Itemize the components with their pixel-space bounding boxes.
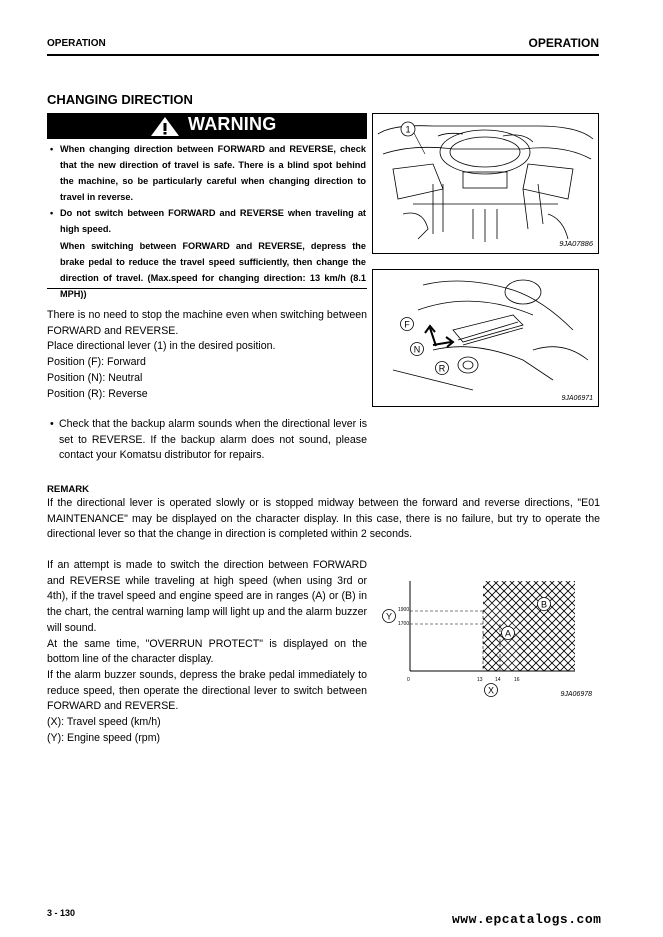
x-tick-16: 16: [514, 677, 520, 683]
y-tick-1900: 1900: [398, 607, 410, 613]
fig1-id: 9JA07886: [559, 239, 593, 248]
warning-bottom-rule: [47, 288, 367, 289]
running-header-left: OPERATION: [47, 38, 106, 49]
alarm-check-text: • Check that the backup alarm sounds when the directional lever is set to REVERSE. If the backup alarm does not sound, please contact your Komatsu distributor for repairs.: [47, 417, 367, 464]
figure-directional-lever: [372, 269, 599, 407]
warning-label: WARNING: [188, 114, 277, 134]
figure-overrun-chart: [380, 563, 597, 701]
alarm-check-bullet: [47, 417, 367, 464]
header-rule: [47, 54, 599, 56]
x-tick-13: 13: [477, 677, 483, 683]
position-n: Position (N): Neutral: [47, 371, 143, 384]
y-axis-label: Y: [385, 611, 393, 622]
overrun-text: [47, 558, 367, 746]
figure-cab-interior: [372, 113, 599, 254]
position-f: Position (F): Forward: [47, 356, 146, 369]
intro-line-1: There is no need to stop the machine even when switching between FORWARD and REVERSE.: [47, 309, 367, 337]
warning-bullet-1: • When changing direction between FORWARD and REVERSE, check that the new direction of travel is safe. There is a blind spot behind the machine, so be particularly careful when changing direction to travel in reverse.: [50, 141, 366, 205]
fig2-label-f: F: [404, 319, 410, 330]
y-tick-1700: 1700: [398, 621, 410, 627]
remark-heading: REMARK: [47, 484, 90, 495]
x-definition: (X): Travel speed (km/h): [47, 716, 161, 729]
fig2-id: 9JA06971: [561, 395, 593, 402]
fig1-callout: 1: [405, 124, 411, 135]
region-a-label: A: [504, 628, 512, 639]
overrun-chart: [380, 563, 597, 701]
x-tick-0: 0: [407, 677, 410, 683]
section-title: CHANGING DIRECTION: [47, 92, 193, 107]
remark-text: If the directional lever is operated slowly or is stopped midway between the forward and reverse directions, "E01 MAINTENANCE" may be displayed on the character display. In this case, there is no failure, but try to operate the directional lever so that the change in direction is completed within 2 seconds.: [47, 497, 600, 541]
position-r: Position (R): Reverse: [47, 387, 148, 400]
warning-text: [50, 141, 366, 302]
intro-text: [47, 308, 367, 402]
x-tick-14: 14: [495, 677, 501, 683]
page-number: 3 - 130: [47, 908, 76, 918]
warning-bullet-2: • Do not switch between FORWARD and REVERSE when traveling at high speed.: [50, 205, 366, 237]
fig2-label-n: N: [413, 344, 421, 355]
footer-url[interactable]: www.epcatalogs.com: [452, 912, 602, 927]
overrun-p3: If the alarm buzzer sounds, depress the brake pedal immediately to reduce speed, then operate the directional lever to switch between FORWARD and REVERSE.: [47, 668, 367, 713]
fig2-label-r: R: [438, 363, 446, 374]
fig3-id: 9JA06978: [560, 691, 592, 698]
intro-line-2: Place directional lever (1) in the desired position.: [47, 340, 276, 353]
region-b-label: B: [540, 599, 548, 610]
warning-bullet-2-continued: When switching between FORWARD and REVERSE, depress the brake pedal to reduce the travel speed sufficiently, then change the direction of travel. (Max.speed for changing direction: 13 km/h (8.1 MPH)): [60, 240, 366, 299]
directional-lever-illustration: [373, 270, 598, 406]
overrun-p1: If an attempt is made to switch the direction between FORWARD and REVERSE while traveling at high speed (when using 3rd or 4th), if the travel speed and engine speed are in ranges (A) or (B) in the chart, the central warning lamp will light up and the alarm buzzer will sound.: [47, 559, 367, 634]
running-header-right: OPERATION: [528, 36, 599, 50]
x-axis-label: X: [487, 685, 495, 696]
cab-interior-illustration: [373, 114, 598, 253]
y-definition: (Y): Engine speed (rpm): [47, 731, 161, 744]
warning-triangle-icon: [150, 116, 180, 137]
overrun-p2: At the same time, "OVERRUN PROTECT" is displayed on the bottom line of the character display.: [47, 637, 367, 666]
